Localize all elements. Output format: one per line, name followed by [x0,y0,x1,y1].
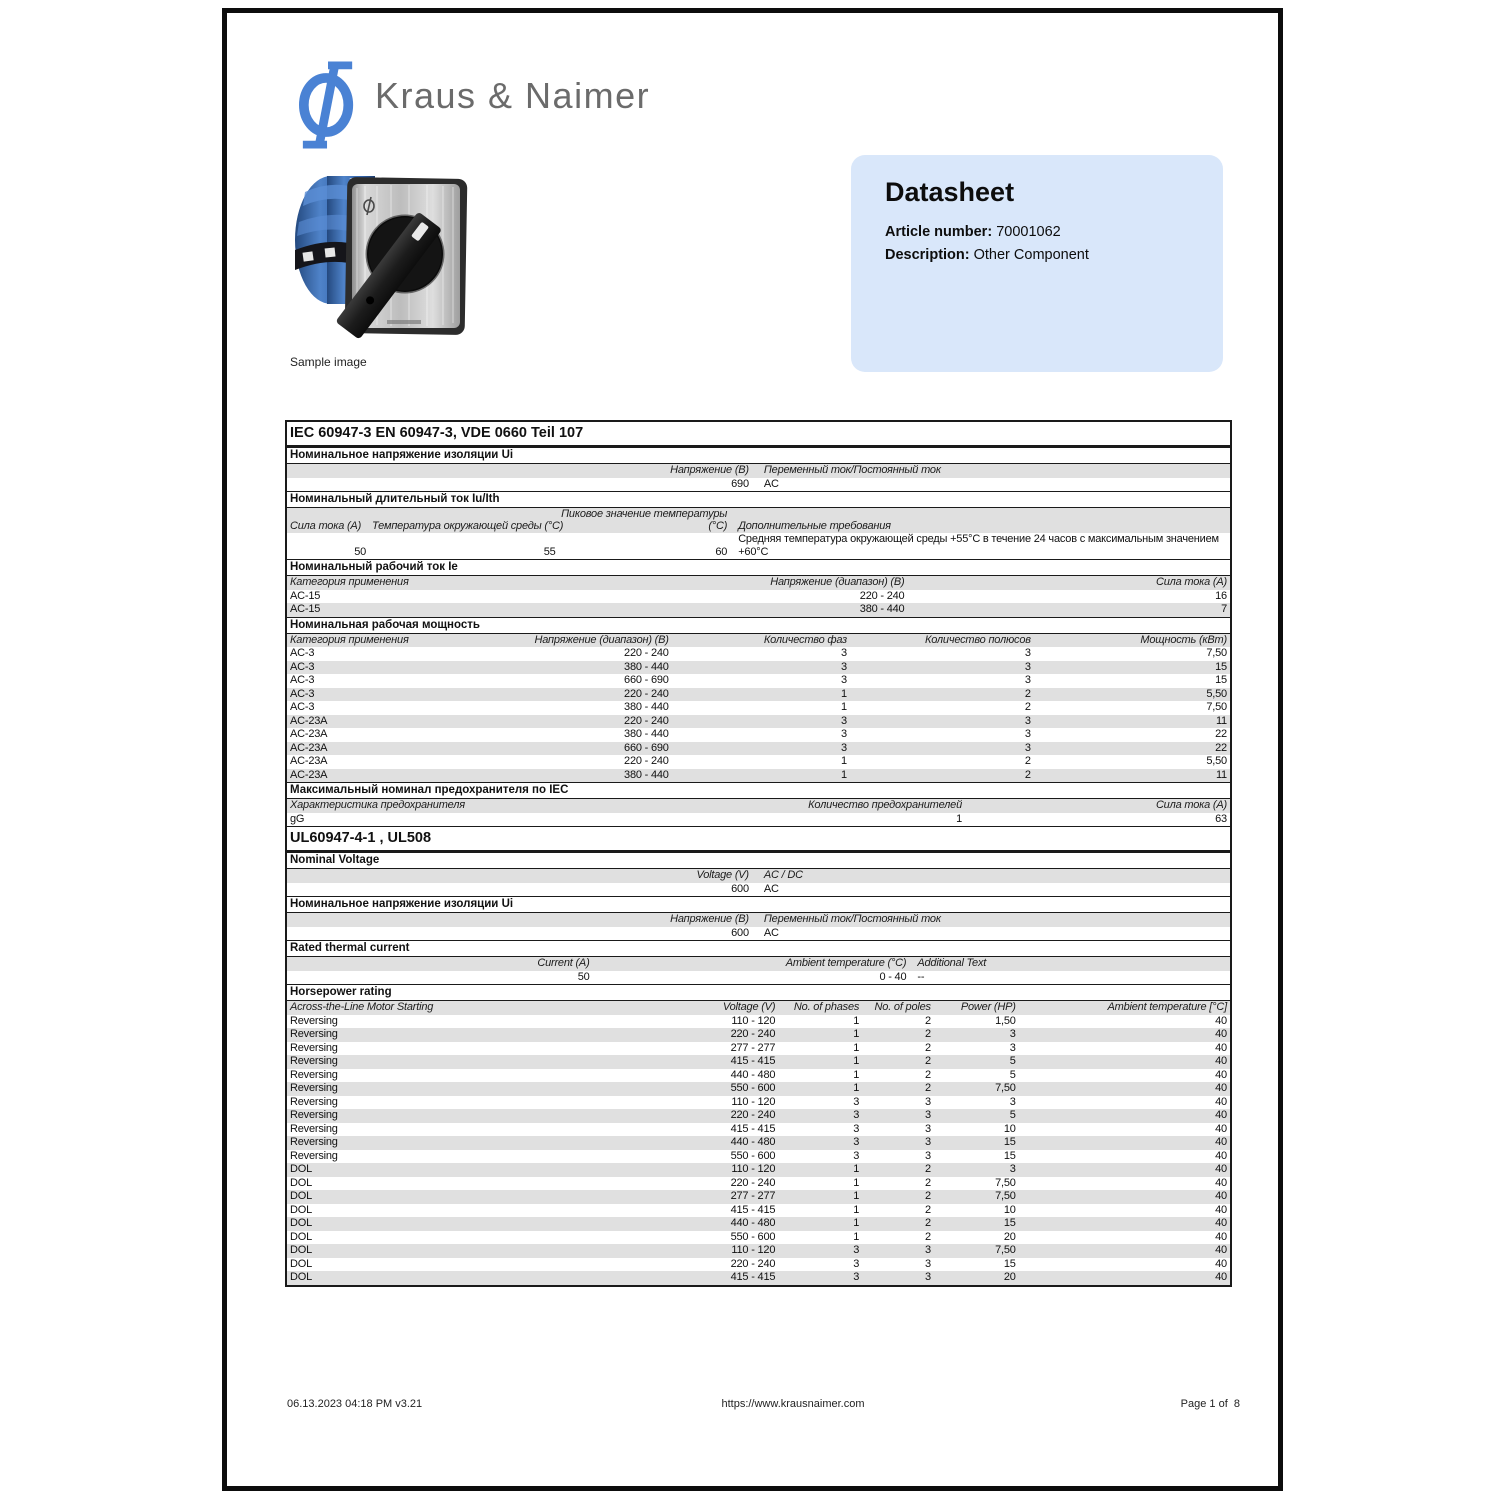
table-cell: DOL [290,1271,313,1283]
table-cell: 440 - 480 [730,1217,776,1229]
table-cell: gG [290,812,305,825]
table-cell: 3 [924,1149,931,1162]
table-cell: 3 [1024,714,1031,727]
table-row [287,1150,1230,1164]
section-title: Rated thermal current [287,940,1230,957]
table-cell: 5 [1009,1109,1016,1121]
table-row [287,661,1230,675]
table-cell: 2 [1024,701,1031,713]
table-cell: 40 [1215,1028,1227,1040]
table-cell: Reversing [290,1095,338,1108]
table-cell: 220 - 240 [730,1176,776,1189]
table-cell: 3 [853,1095,860,1108]
table-cell: 2 [1024,768,1031,781]
column-header: Категория применения [290,576,409,588]
table-row [287,647,1230,661]
table-cell: AC-23A [290,741,328,754]
column-header: Напряжение (диапазон) (В) [770,576,905,588]
article-number-line [885,221,1061,244]
section-title: Horsepower rating [287,984,1230,1001]
table-cell: DOL [290,1203,313,1216]
table-row [287,742,1230,756]
table-cell: 3 [1009,1041,1016,1054]
table-cell: 3 [841,674,847,686]
table-row [287,533,1230,559]
table-cell: 10 [1003,1122,1016,1135]
table-cell: AC-3 [290,701,315,713]
table-cell: 110 - 120 [731,1163,776,1175]
table-cell: 1 [841,687,847,700]
table-cell: 3 [841,741,847,754]
table-cell: DOL [290,1163,313,1175]
table-cell: 220 - 240 [624,755,669,767]
table-row [287,1136,1230,1150]
table-cell: 20 [1003,1271,1016,1283]
table-cell: 1 [853,1163,860,1175]
description-value: Other Component [973,247,1089,263]
table-cell: AC-3 [290,674,315,686]
table-cell: DOL [290,1244,313,1256]
table-cell: 2 [924,1190,931,1202]
table-cell: 5 [1009,1068,1016,1081]
table-cell: -- [917,970,925,983]
table-row [287,701,1230,715]
footer-date: 06.13.2023 04:18 PM v3.21 [287,1398,423,1410]
table-cell: 15 [1003,1257,1016,1270]
table-row [287,971,1230,985]
table-cell: 380 - 440 [624,728,669,740]
table-cell: 1 [853,1190,860,1202]
table-cell: 600 [731,882,749,895]
table-cell: 3 [924,1244,931,1256]
table-cell: 2 [924,1230,931,1243]
table-row [287,1109,1230,1123]
table-cell: 15 [1215,674,1227,686]
table-cell: 3 [853,1149,860,1162]
column-header-row [287,869,1230,883]
table-cell: 1 [853,1176,860,1189]
table-cell: 3 [853,1257,860,1270]
table-cell: 690 [731,477,749,490]
table-cell: 1 [853,1014,860,1027]
table-cell: 1,50 [995,1014,1016,1027]
table-cell: AC-23A [290,728,328,740]
table-row [287,883,1230,897]
column-header-row [287,913,1230,927]
column-header: Напряжение (В) [670,913,749,925]
table-row [287,1123,1230,1137]
table-cell: 40 [1215,1203,1227,1216]
table-row [287,927,1230,941]
table-cell: 550 - 600 [730,1082,776,1094]
table-cell: 2 [924,1068,931,1081]
table-cell: 2 [1024,755,1031,767]
table-cell: Reversing [290,1149,338,1162]
table-cell: AC-23A [290,755,328,767]
table-cell: 10 [1003,1203,1016,1216]
table-cell: 2 [924,1176,931,1189]
table-cell: 2 [924,1055,931,1067]
table-cell: 2 [924,1014,931,1027]
table-cell: 3 [1024,660,1031,673]
table-cell: 1 [853,1041,860,1054]
table-cell: 7,50 [995,1176,1016,1189]
table-cell: 40 [1215,1014,1227,1027]
table-cell: 415 - 415 [730,1122,776,1135]
table-cell: 220 - 240 [730,1109,776,1121]
column-header: Напряжение (диапазон) (В) [534,633,669,646]
table-cell: 110 - 120 [731,1095,776,1108]
table-cell: 5 [1009,1055,1016,1067]
table-cell: 380 - 440 [624,660,669,673]
column-header: Количество фаз [763,633,847,646]
table-cell: Средняя температура окружающей среды +55°C в течение 24 часов с максимальным значением +60°C [738,533,1219,558]
table-cell: 1 [853,1217,860,1229]
table-cell: 0 - 40 [879,970,907,983]
table-cell: 3 [1009,1163,1016,1175]
table-cell: 1 [853,1203,860,1216]
column-header: Переменный ток/Постоянный ток [763,464,941,476]
table-cell: Reversing [290,1014,338,1027]
datasheet-title: Datasheet [885,177,1015,207]
datasheet-box [851,155,1223,372]
table-cell: 277 - 277 [730,1041,776,1054]
table-cell: 380 - 440 [624,701,669,713]
product-image [291,162,476,359]
column-header: Power (HP) [960,1001,1016,1013]
table-cell: 2 [1024,687,1031,700]
column-header: (°C) [708,520,728,532]
table-cell: 20 [1003,1230,1016,1243]
description-line [885,244,1089,267]
section-title: Номинальная рабочая мощность [287,617,1230,634]
table-cell: Reversing [290,1136,338,1148]
table-cell: 3 [841,728,847,740]
table-cell: 660 - 690 [624,741,669,754]
column-header-row [287,464,1230,478]
table-row [287,715,1230,729]
table-cell: 7,50 [995,1190,1016,1202]
column-header: Количество полюсов [924,633,1031,646]
table-cell: 1 [853,1028,860,1040]
table-cell: 3 [924,1122,931,1135]
table-cell: 415 - 415 [730,1271,776,1283]
spec-table [285,420,1232,1287]
footer-page: Page 1 of 8 [1180,1398,1240,1410]
table-cell: 40 [1215,1109,1227,1121]
table-cell: AC-3 [290,647,315,659]
table-cell: 11 [1215,714,1227,727]
table-cell: 15 [1215,660,1227,673]
table-row [287,1204,1230,1218]
table-cell: 40 [1215,1190,1227,1202]
table-cell: Reversing [290,1055,338,1067]
table-cell: DOL [290,1217,313,1229]
section-title: Номинальный длительный ток Iu/Ith [287,491,1230,508]
table-cell: AC-15 [290,589,321,602]
table-row [287,478,1230,492]
table-cell: 2 [924,1203,931,1216]
column-header: No. of poles [874,1001,931,1013]
column-header: Current (A) [537,957,590,969]
table-cell: 3 [1024,647,1031,659]
table-cell: 1 [956,812,962,825]
table-cell: Reversing [290,1068,338,1081]
table-cell: 2 [924,1028,931,1040]
table-cell: 7,50 [1206,701,1227,713]
table-cell: 1 [853,1068,860,1081]
table-cell: AC [763,882,779,895]
table-cell: 220 - 240 [624,647,669,659]
table-row [287,1258,1230,1272]
table-cell: 3 [1024,741,1031,754]
table-cell: Reversing [290,1028,338,1040]
table-cell: 40 [1215,1271,1227,1283]
table-cell: 110 - 120 [731,1014,776,1027]
table-cell: AC-15 [290,603,321,615]
table-cell: 3 [924,1109,931,1121]
table-cell: 1 [841,768,847,781]
table-row [287,1177,1230,1191]
table-cell: 40 [1215,1136,1227,1148]
table-cell: 550 - 600 [730,1230,776,1243]
table-cell: DOL [290,1176,313,1189]
column-header-row [287,799,1230,813]
table-cell: AC [763,477,779,490]
table-cell: 110 - 120 [731,1244,776,1256]
table-cell: 380 - 440 [859,603,905,615]
table-cell: 1 [853,1055,860,1067]
column-header: Сила тока (А) [1155,576,1227,588]
table-row [287,688,1230,702]
table-cell: 40 [1215,1095,1227,1108]
table-row [287,1042,1230,1056]
table-cell: 1 [841,701,847,713]
table-cell: 5,50 [1206,687,1227,700]
table-cell: 220 - 240 [624,687,669,700]
brand-name: Kraus & Naimer [375,75,651,116]
table-cell: AC-3 [290,660,315,673]
table-cell: 40 [1215,1244,1227,1256]
table-cell: 7,50 [995,1244,1016,1256]
table-cell: 3 [853,1244,860,1256]
table-cell: 60 [715,546,728,558]
table-row [287,1082,1230,1096]
table-cell: 415 - 415 [730,1055,776,1067]
table-cell: 1 [853,1230,860,1243]
phi-logo-icon [299,55,357,160]
table-row [287,590,1230,604]
table-row [287,1190,1230,1204]
column-header: Количество предохранителей [808,799,962,811]
table-cell: 40 [1215,1041,1227,1054]
column-header: Сила тока (А) [1155,799,1227,811]
table-cell: Reversing [290,1122,338,1135]
article-number-label: Article number: [885,224,997,240]
column-header-row [287,576,1230,590]
document-page [222,8,1283,1491]
table-cell: 1 [841,755,847,767]
table-row [287,674,1230,688]
table-row [287,728,1230,742]
column-header-subrow [287,520,1230,533]
table-row [287,1163,1230,1177]
table-cell: DOL [290,1257,313,1270]
table-cell: 40 [1215,1082,1227,1094]
table-cell: AC-23A [290,714,328,727]
table-cell: 550 - 600 [730,1149,776,1162]
column-header: Дополнительные требования [738,520,891,532]
column-header: Переменный ток/Постоянный ток [763,913,941,925]
table-row [287,755,1230,769]
table-cell: 3 [924,1136,931,1148]
section-title: Номинальное напряжение изоляции Ui [287,447,1230,464]
table-cell: AC [763,926,779,939]
table-cell: 220 - 240 [730,1257,776,1270]
table-cell: 40 [1215,1230,1227,1243]
table-cell: 15 [1003,1217,1016,1229]
table-row [287,603,1230,617]
table-cell: 3 [853,1109,860,1121]
table-cell: 40 [1215,1176,1227,1189]
sample-image-caption: Sample image [290,355,367,369]
table-row [287,1028,1230,1042]
table-cell: 40 [1215,1055,1227,1067]
table-cell: 3 [841,647,847,659]
table-cell: 3 [924,1271,931,1283]
column-header-row [287,1001,1230,1015]
table-row [287,813,1230,827]
column-header: No. of phases [793,1001,860,1013]
table-row [287,1244,1230,1258]
table-cell: 40 [1215,1068,1227,1081]
table-cell: 440 - 480 [730,1068,776,1081]
table-cell: 7 [1221,603,1227,615]
table-cell: Reversing [290,1082,338,1094]
table-cell: 3 [1009,1095,1016,1108]
table-cell: 15 [1003,1136,1016,1148]
section-title: Номинальное напряжение изоляции Ui [287,896,1230,913]
table-cell: 7,50 [995,1082,1016,1094]
table-cell: 40 [1215,1122,1227,1135]
column-header: Voltage (V) [722,1001,776,1013]
table-cell: 15 [1003,1149,1016,1162]
table-cell: 16 [1215,589,1227,602]
table-cell: 3 [853,1122,860,1135]
column-header: Ambient temperature (°C) [785,957,907,969]
table-cell: 3 [841,660,847,673]
table-cell: 22 [1215,741,1227,754]
table-cell: 220 - 240 [859,589,905,602]
column-header-row [287,957,1230,971]
group-title: UL60947-4-1 , UL508 [287,826,1230,852]
table-cell: 40 [1215,1257,1227,1270]
table-cell: Reversing [290,1041,338,1054]
table-cell: 2 [924,1041,931,1054]
table-cell: 3 [1024,728,1031,740]
table-row [287,1271,1230,1285]
table-cell: 40 [1215,1149,1227,1162]
column-header: Across-the-Line Motor Starting [290,1001,434,1013]
table-cell: 40 [1215,1217,1227,1229]
table-cell: 660 - 690 [624,674,669,686]
table-cell: 600 [731,926,749,939]
section-title: Номинальный рабочий ток Ie [287,559,1230,576]
table-cell: 440 - 480 [730,1136,776,1148]
table-cell: 380 - 440 [624,768,669,781]
table-cell: 50 [354,546,367,558]
table-row [287,1231,1230,1245]
table-cell: DOL [290,1230,313,1243]
table-cell: 1 [853,1082,860,1094]
table-cell: 63 [1215,812,1227,825]
table-cell: 3 [1009,1028,1016,1040]
table-cell: 55 [543,546,556,558]
table-cell: AC-3 [290,687,315,700]
column-header: Пиковое значение температуры [561,508,728,520]
table-cell: 415 - 415 [730,1203,776,1216]
table-cell: 3 [853,1136,860,1148]
column-header: Характеристика предохранителя [290,799,465,811]
column-header: Сила тока (А) [290,520,362,532]
table-cell: 50 [577,970,590,983]
section-title: Максимальный номинал предохранителя по IEC [287,782,1230,799]
table-row [287,1055,1230,1069]
column-header: Температура окружающей среды (°C) [372,520,564,532]
table-cell: 220 - 240 [730,1028,776,1040]
article-number-value: 70001062 [996,224,1061,240]
table-row [287,1217,1230,1231]
table-cell: 3 [924,1095,931,1108]
table-cell: 2 [924,1163,931,1175]
table-row [287,1015,1230,1029]
table-row [287,1069,1230,1083]
footer-url: https://www.krausnaimer.com [721,1398,865,1410]
table-cell: Reversing [290,1109,338,1121]
table-cell: 2 [924,1082,931,1094]
table-cell: 3 [1024,674,1031,686]
table-cell: 22 [1215,728,1227,740]
column-header-row [287,634,1230,648]
column-header: Additional Text [917,957,987,969]
column-header-row [287,508,1230,533]
table-cell: 40 [1215,1163,1227,1175]
column-header: Ambient temperature [°C] [1107,1001,1227,1013]
table-cell: 3 [853,1271,860,1283]
table-cell: 11 [1215,768,1227,781]
table-cell: DOL [290,1190,313,1202]
table-cell: 2 [924,1217,931,1229]
table-cell: 7,50 [1206,647,1227,659]
table-cell: 277 - 277 [730,1190,776,1202]
column-header: Мощность (кВт) [1140,633,1227,646]
description-label: Description: [885,247,974,263]
table-row [287,1096,1230,1110]
table-cell: 5,50 [1206,755,1227,767]
table-cell: 220 - 240 [624,714,669,727]
table-cell: AC-23A [290,768,328,781]
column-header: Voltage (V) [696,869,749,881]
column-header: Категория применения [290,633,409,646]
table-cell: 3 [924,1257,931,1270]
table-cell: 3 [841,714,847,727]
group-title: IEC 60947-3 EN 60947-3, VDE 0660 Teil 107 [287,422,1230,447]
column-header: Напряжение (В) [670,464,749,476]
table-row [287,769,1230,783]
section-title: Nominal Voltage [287,852,1230,869]
column-header: AC / DC [763,869,803,881]
